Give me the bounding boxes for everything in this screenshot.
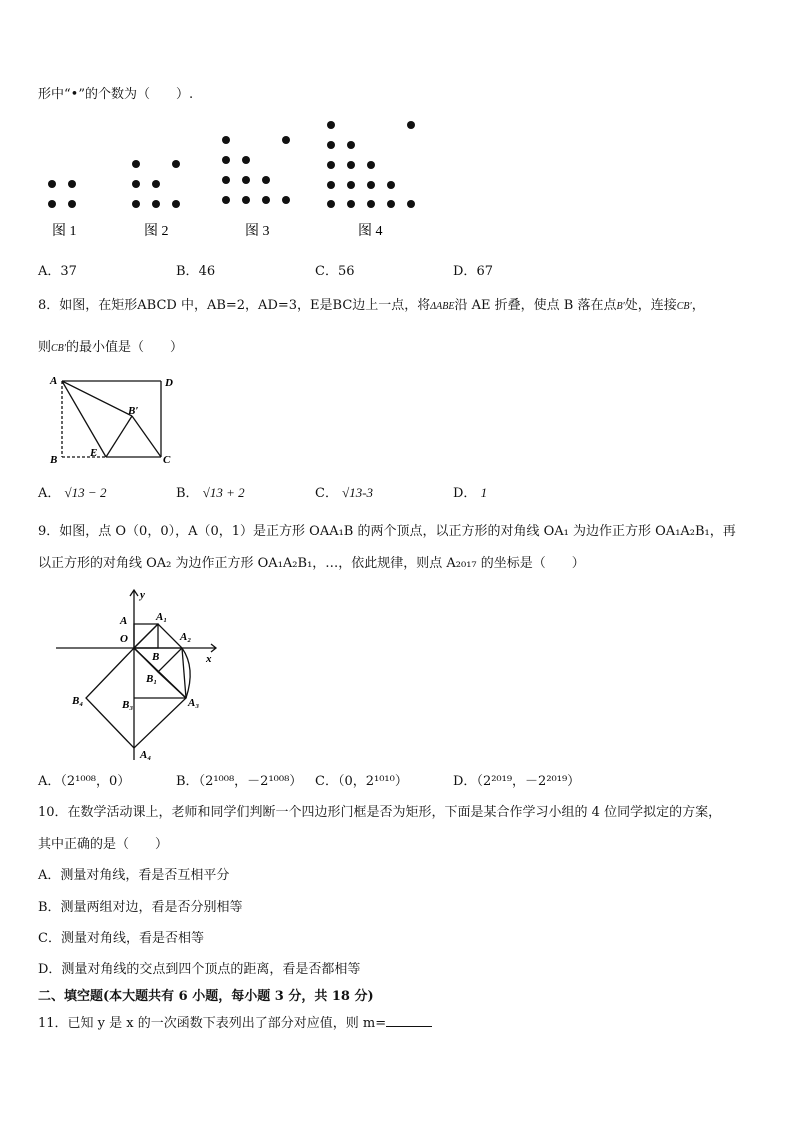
section-heading-fill-in: 二、填空题(本大题共有 6 小题，每小题 3 分，共 18 分) [38,989,374,1004]
q9-option-b: B．（2¹⁰⁰⁸，－2¹⁰⁰⁸） [176,774,303,789]
q9-label-x: x [206,653,212,665]
q10-option-a: A．测量对角线，看是否互相平分 [38,868,230,883]
q7-dot-figure [38,115,438,245]
q10-option-d: D．测量对角线的交点到四个顶点的距离，看是否都相等 [38,962,361,977]
q9-line2: 以正方形的对角线 OA₂ 为边作正方形 OA₁A₂B₁，…，依此规律，则点 A₂₀₁₇ 的坐标是（ ） [38,556,585,571]
q9-option-d: D．（2²⁰¹⁹，－2²⁰¹⁹） [453,774,581,789]
fig-label-3: 图 3 [245,224,270,239]
q7-option-a: A．37 [38,264,77,279]
q9-option-a: A．（2¹⁰⁰⁸，0） [38,774,131,789]
q9-label-a4: A₄ [140,749,152,761]
q9-label-a3: A₃ [188,697,200,709]
q7-prompt: 形中“•”的个数为（ ）. [38,87,194,102]
q8-label-d: D [165,377,173,389]
q8-option-b: B． √13 + 2 [176,485,245,501]
q9-label-a: A [120,615,128,627]
q11-line: 11．已知 y 是 x 的一次函数下表列出了部分对应值，则 m= [38,1012,432,1031]
q10-option-b: B．测量两组对边，看是否分别相等 [38,900,243,915]
q8-label-a: A [50,375,58,387]
q7-option-d: D．67 [453,264,493,279]
fig-label-1: 图 1 [52,224,77,239]
q10-option-c: C．测量对角线，看是否相等 [38,931,204,946]
q9-option-c: C．（0，2¹⁰¹⁰） [315,774,408,789]
q9-label-a2: A₂ [180,631,192,643]
q7-option-b: B．46 [176,264,216,279]
q9-label-o: O [120,633,128,645]
q9-label-y: y [140,589,145,601]
q8-label-bprime: B′ [128,405,139,417]
fig-label-4: 图 4 [358,224,383,239]
q8-option-a: A． √13 − 2 [38,485,107,501]
fig-label-2: 图 2 [144,224,169,239]
q8-line2: 则CB′的最小值是（ ） [38,340,183,355]
q9-line1: 9．如图，点 O（0，0），A（0，1）是正方形 OAA₁B 的两个顶点，以正方形的对角线 OA₁ 为边作正方形 OA₁A₂B₁，再 [38,524,736,539]
q9-spiral-figure [56,588,226,763]
q8-rectangle-figure [48,372,188,467]
q8-line1: 8．如图，在矩形ABCD 中，AB=2，AD=3，E是BC边上一点，将ΔABE沿 AE 折叠，使点 B 落在点B′处，连接CB′， [38,298,705,313]
q9-label-b: B [152,651,160,663]
q8-option-d: D． 1 [453,485,488,501]
q11-answer-blank[interactable] [386,1014,432,1027]
q10-line1: 10．在数学活动课上，老师和同学们判断一个四边形门框是否为矩形，下面是某合作学习小组的 4 位同学拟定的方案， [38,805,722,820]
q9-label-b3: B₃ [122,699,134,711]
q8-label-e: E [90,447,98,459]
q8-option-c: C． √13-3 [315,485,374,501]
q8-label-c: C [163,454,171,466]
q9-label-b1: B₁ [146,673,158,685]
q9-label-b4: B₄ [72,695,84,707]
q10-line2: 其中正确的是（ ） [38,837,169,852]
q8-label-b: B [50,454,58,466]
q9-label-a1: A₁ [156,611,168,623]
q7-option-c: C．56 [315,264,355,279]
